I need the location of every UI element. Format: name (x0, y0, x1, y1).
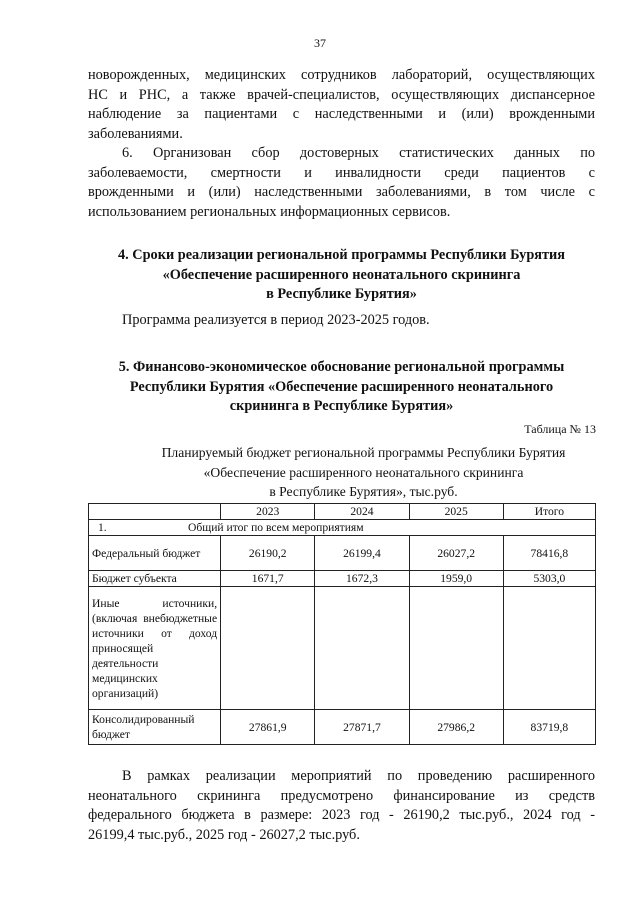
table-header-cell: 2025 (409, 504, 503, 520)
table-row (89, 710, 596, 745)
section-4-text: Программа реализуется в период 2023-2025 годов. (122, 312, 430, 328)
table-title-line: «Обеспечение расширенного неонатального скрининга (203, 464, 524, 480)
value-cell: 27861,9 (221, 710, 315, 745)
text-line: врожденными и (или) наследственными заболеваниями, в том числе с (88, 184, 595, 200)
text-line: новорожденных, медицинских сотрудников лабораторий, осуществляющих (88, 67, 595, 83)
budget-table (88, 503, 596, 745)
table-header-row (89, 504, 596, 520)
heading-line: «Обеспечение расширенного неонатального скрининга (162, 266, 521, 283)
value-cell (503, 587, 595, 710)
text-line: 6. Организован сбор достоверных статистических данных по (122, 145, 595, 161)
value-cell: 26190,2 (221, 536, 315, 571)
paragraph-item-6 (88, 144, 595, 222)
heading-line: 5. Финансово-экономическое обоснование региональной программы (118, 359, 565, 375)
page-number: 37 (314, 36, 326, 50)
text-line: наблюдение за пациентами с наследственными и (или) врожденными (88, 106, 595, 122)
heading-line: Республики Бурятия «Обеспечение расширенного неонатального (129, 378, 554, 395)
value-cell (221, 587, 315, 710)
table-header-cell (89, 504, 221, 520)
value-cell: 83719,8 (503, 710, 595, 745)
table-header-cell: Итого (503, 504, 595, 520)
value-cell (409, 587, 503, 710)
section-number: 1. (98, 521, 107, 534)
table-row (89, 587, 596, 710)
section-4-heading (88, 246, 595, 305)
value-cell: 1959,0 (409, 571, 503, 587)
text-line: заболеваниями. (88, 125, 183, 142)
table-title-line: Планируемый бюджет региональной программы Республики Бурятия (161, 445, 566, 460)
value-cell: 26027,2 (409, 536, 503, 571)
heading-line: скрининга в Республике Бурятия» (229, 398, 454, 414)
table-section-row (89, 520, 596, 536)
value-cell: 1672,3 (315, 571, 409, 587)
table-row (89, 571, 596, 587)
value-cell: 5303,0 (503, 571, 595, 587)
section-label: Общий итог по всем мероприятиям (188, 521, 364, 534)
row-label: Иные источники, (включая внебюджетные источники от доход приносящей деятельности медицинских организаций) (89, 587, 221, 710)
heading-line: в Республике Бурятия» (266, 286, 417, 302)
row-label: Консолидированный бюджет (89, 710, 221, 745)
section-row-cell (89, 520, 596, 536)
value-cell: 1671,7 (221, 571, 315, 587)
text-line: В рамках реализации мероприятий по проведению расширенного (122, 768, 595, 784)
text-line: неонатального скрининга предусмотрено финансирование из средств (88, 787, 595, 804)
table-title (110, 443, 617, 502)
table-title-line: в Республике Бурятия», тыс.руб. (269, 484, 458, 499)
table-header-cell: 2024 (315, 504, 409, 520)
text-line: федерального бюджета в размере: 2023 год - 26190,2 тыс.руб., 2024 год - (88, 807, 595, 823)
paragraph-financing (88, 767, 595, 845)
table-number-label: Таблица № 13 (524, 422, 596, 436)
text-line: 26199,4 тыс.руб., 2025 год - 26027,2 тыс.руб. (88, 826, 360, 843)
text-line: использованием региональных информационных сервисов. (88, 203, 451, 220)
paragraph-continuation (88, 66, 595, 144)
row-label: Федеральный бюджет (89, 536, 221, 571)
text-line: НС и РНС, а также врачей-специалистов, осуществляющих диспансерное (88, 86, 595, 103)
value-cell (315, 587, 409, 710)
section-5-heading (88, 358, 595, 417)
value-cell: 27986,2 (409, 710, 503, 745)
heading-line: 4. Сроки реализации региональной программы Республики Бурятия (117, 247, 566, 263)
value-cell: 78416,8 (503, 536, 595, 571)
text-line: заболеваемости, смертности и инвалидности среди пациентов с (88, 164, 595, 181)
table-header-cell: 2023 (221, 504, 315, 520)
row-label: Бюджет субъекта (89, 571, 221, 587)
value-cell: 27871,7 (315, 710, 409, 745)
value-cell: 26199,4 (315, 536, 409, 571)
table-row (89, 536, 596, 571)
